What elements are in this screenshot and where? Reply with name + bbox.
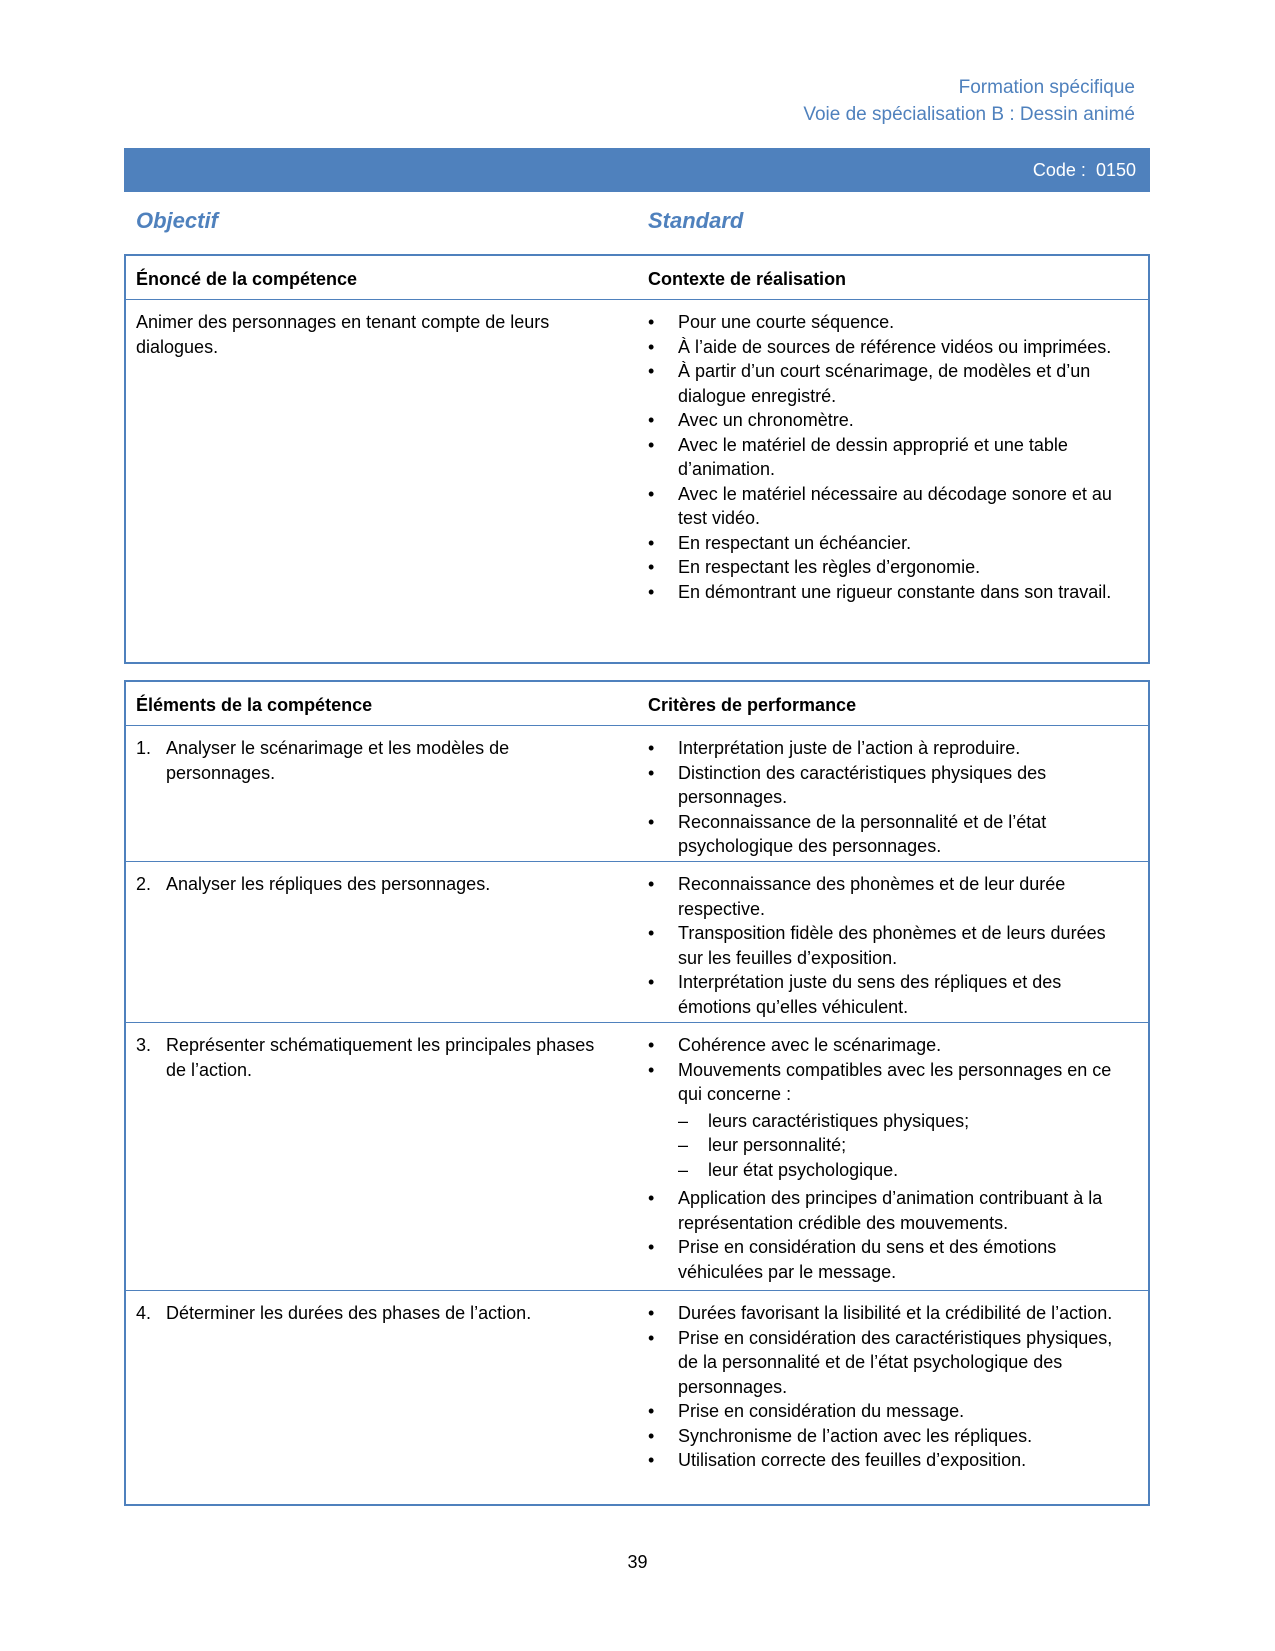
list-item: • Interprétation juste du sens des répliques et des émotions qu’elles véhiculent. (648, 970, 1130, 1019)
list-item: • Utilisation correcte des feuilles d’exposition. (648, 1448, 1130, 1473)
sub-list-item: – leurs caractéristiques physiques; (678, 1109, 1130, 1134)
criteria-list (648, 736, 1130, 859)
code-value: 0150 (1095, 160, 1136, 180)
list-item: • Cohérence avec le scénarimage. (648, 1033, 1130, 1058)
competence-table (124, 254, 1150, 664)
list-item: • En démontrant une rigueur constante dans son travail. (648, 580, 1130, 605)
element-number: 3. (136, 1035, 152, 1055)
list-item: • Synchronisme de l’action avec les répliques. (648, 1424, 1130, 1449)
list-item: • En respectant les règles d’ergonomie. (648, 555, 1130, 580)
list-item: • Distinction des caractéristiques physiques des personnages. (648, 761, 1130, 810)
list-item: • Reconnaissance des phonèmes et de leur durée respective. (648, 872, 1130, 921)
list-item: • Interprétation juste de l’action à reproduire. (648, 736, 1130, 761)
list-item: • Pour une courte séquence. (648, 310, 1130, 335)
list-item: • Avec le matériel nécessaire au décodage sonore et au test vidéo. (648, 482, 1130, 531)
list-item: • Avec un chronomètre. (648, 408, 1130, 433)
list-item: • Prise en considération des caractéristiques physiques, de la personnalité et de l’état psychologique des personnages. (648, 1326, 1130, 1400)
criteres-heading: Critères de performance (648, 695, 857, 715)
standard-title: Standard (648, 208, 744, 233)
list-item: • Reconnaissance de la personnalité et de l’état psychologique des personnages. (648, 810, 1130, 859)
contexte-heading: Contexte de réalisation (648, 269, 847, 289)
objectif-title: Objectif (136, 208, 218, 233)
criteria-text: Mouvements compatibles avec les personnages en ce qui concerne : (678, 1059, 1112, 1104)
competence-table-header (126, 256, 1148, 300)
list-item: • Prise en considération du message. (648, 1399, 1130, 1424)
criteria-list (648, 1033, 1130, 1284)
list-item (648, 1058, 1130, 1183)
sub-criteria-list (678, 1109, 1130, 1183)
enonce-text: Animer des personnages en tenant compte de leurs dialogues. (136, 312, 550, 357)
element-item (136, 1033, 616, 1082)
element-text: Analyser les répliques des personnages. (166, 874, 491, 894)
code-label: Code : (1032, 160, 1086, 180)
element-text: Déterminer les durées des phases de l’action. (166, 1303, 532, 1323)
elements-heading: Éléments de la compétence (136, 695, 373, 715)
specialisation-title: Voie de spécialisation B : Dessin animé (803, 104, 1135, 125)
competency-code (1033, 160, 1136, 181)
list-item: • À l’aide de sources de référence vidéos ou imprimées. (648, 335, 1130, 360)
element-number: 4. (136, 1303, 152, 1323)
list-item: • Avec le matériel de dessin approprié et une table d’animation. (648, 433, 1130, 482)
list-item: • Application des principes d’animation contribuant à la représentation crédible des mouvements. (648, 1186, 1130, 1235)
table-row (126, 726, 1148, 862)
table-row (126, 1291, 1148, 1505)
elements-table-header (126, 682, 1148, 726)
enonce-heading: Énoncé de la compétence (136, 269, 358, 289)
list-item: • Prise en considération du sens et des émotions véhiculées par le message. (648, 1235, 1130, 1284)
list-item: • Durées favorisant la lisibilité et la crédibilité de l’action. (648, 1301, 1130, 1326)
program-title: Formation spécifique (958, 77, 1135, 98)
page-number: 39 (627, 1552, 648, 1572)
criteria-list (648, 872, 1130, 1019)
element-text: Analyser le scénarimage et les modèles de personnages. (166, 738, 510, 783)
list-item: • À partir d’un court scénarimage, de modèles et d’un dialogue enregistré. (648, 359, 1130, 408)
element-number: 1. (136, 738, 152, 758)
element-item (136, 736, 616, 785)
list-item: • En respectant un échéancier. (648, 531, 1130, 556)
table-row (126, 1023, 1148, 1291)
list-item: • Transposition fidèle des phonèmes et de leurs durées sur les feuilles d’exposition. (648, 921, 1130, 970)
code-bar (124, 148, 1150, 192)
element-number: 2. (136, 874, 152, 894)
elements-table (124, 680, 1150, 1506)
element-item (136, 1301, 616, 1326)
sub-list-item: – leur personnalité; (678, 1133, 1130, 1158)
table-row (126, 862, 1148, 1023)
element-text: Représenter schématiquement les principales phases de l’action. (166, 1035, 595, 1080)
competence-row (126, 300, 1148, 660)
sub-list-item: – leur état psychologique. (678, 1158, 1130, 1183)
contexte-list (648, 310, 1130, 604)
element-item (136, 872, 616, 897)
criteria-list (648, 1301, 1130, 1473)
